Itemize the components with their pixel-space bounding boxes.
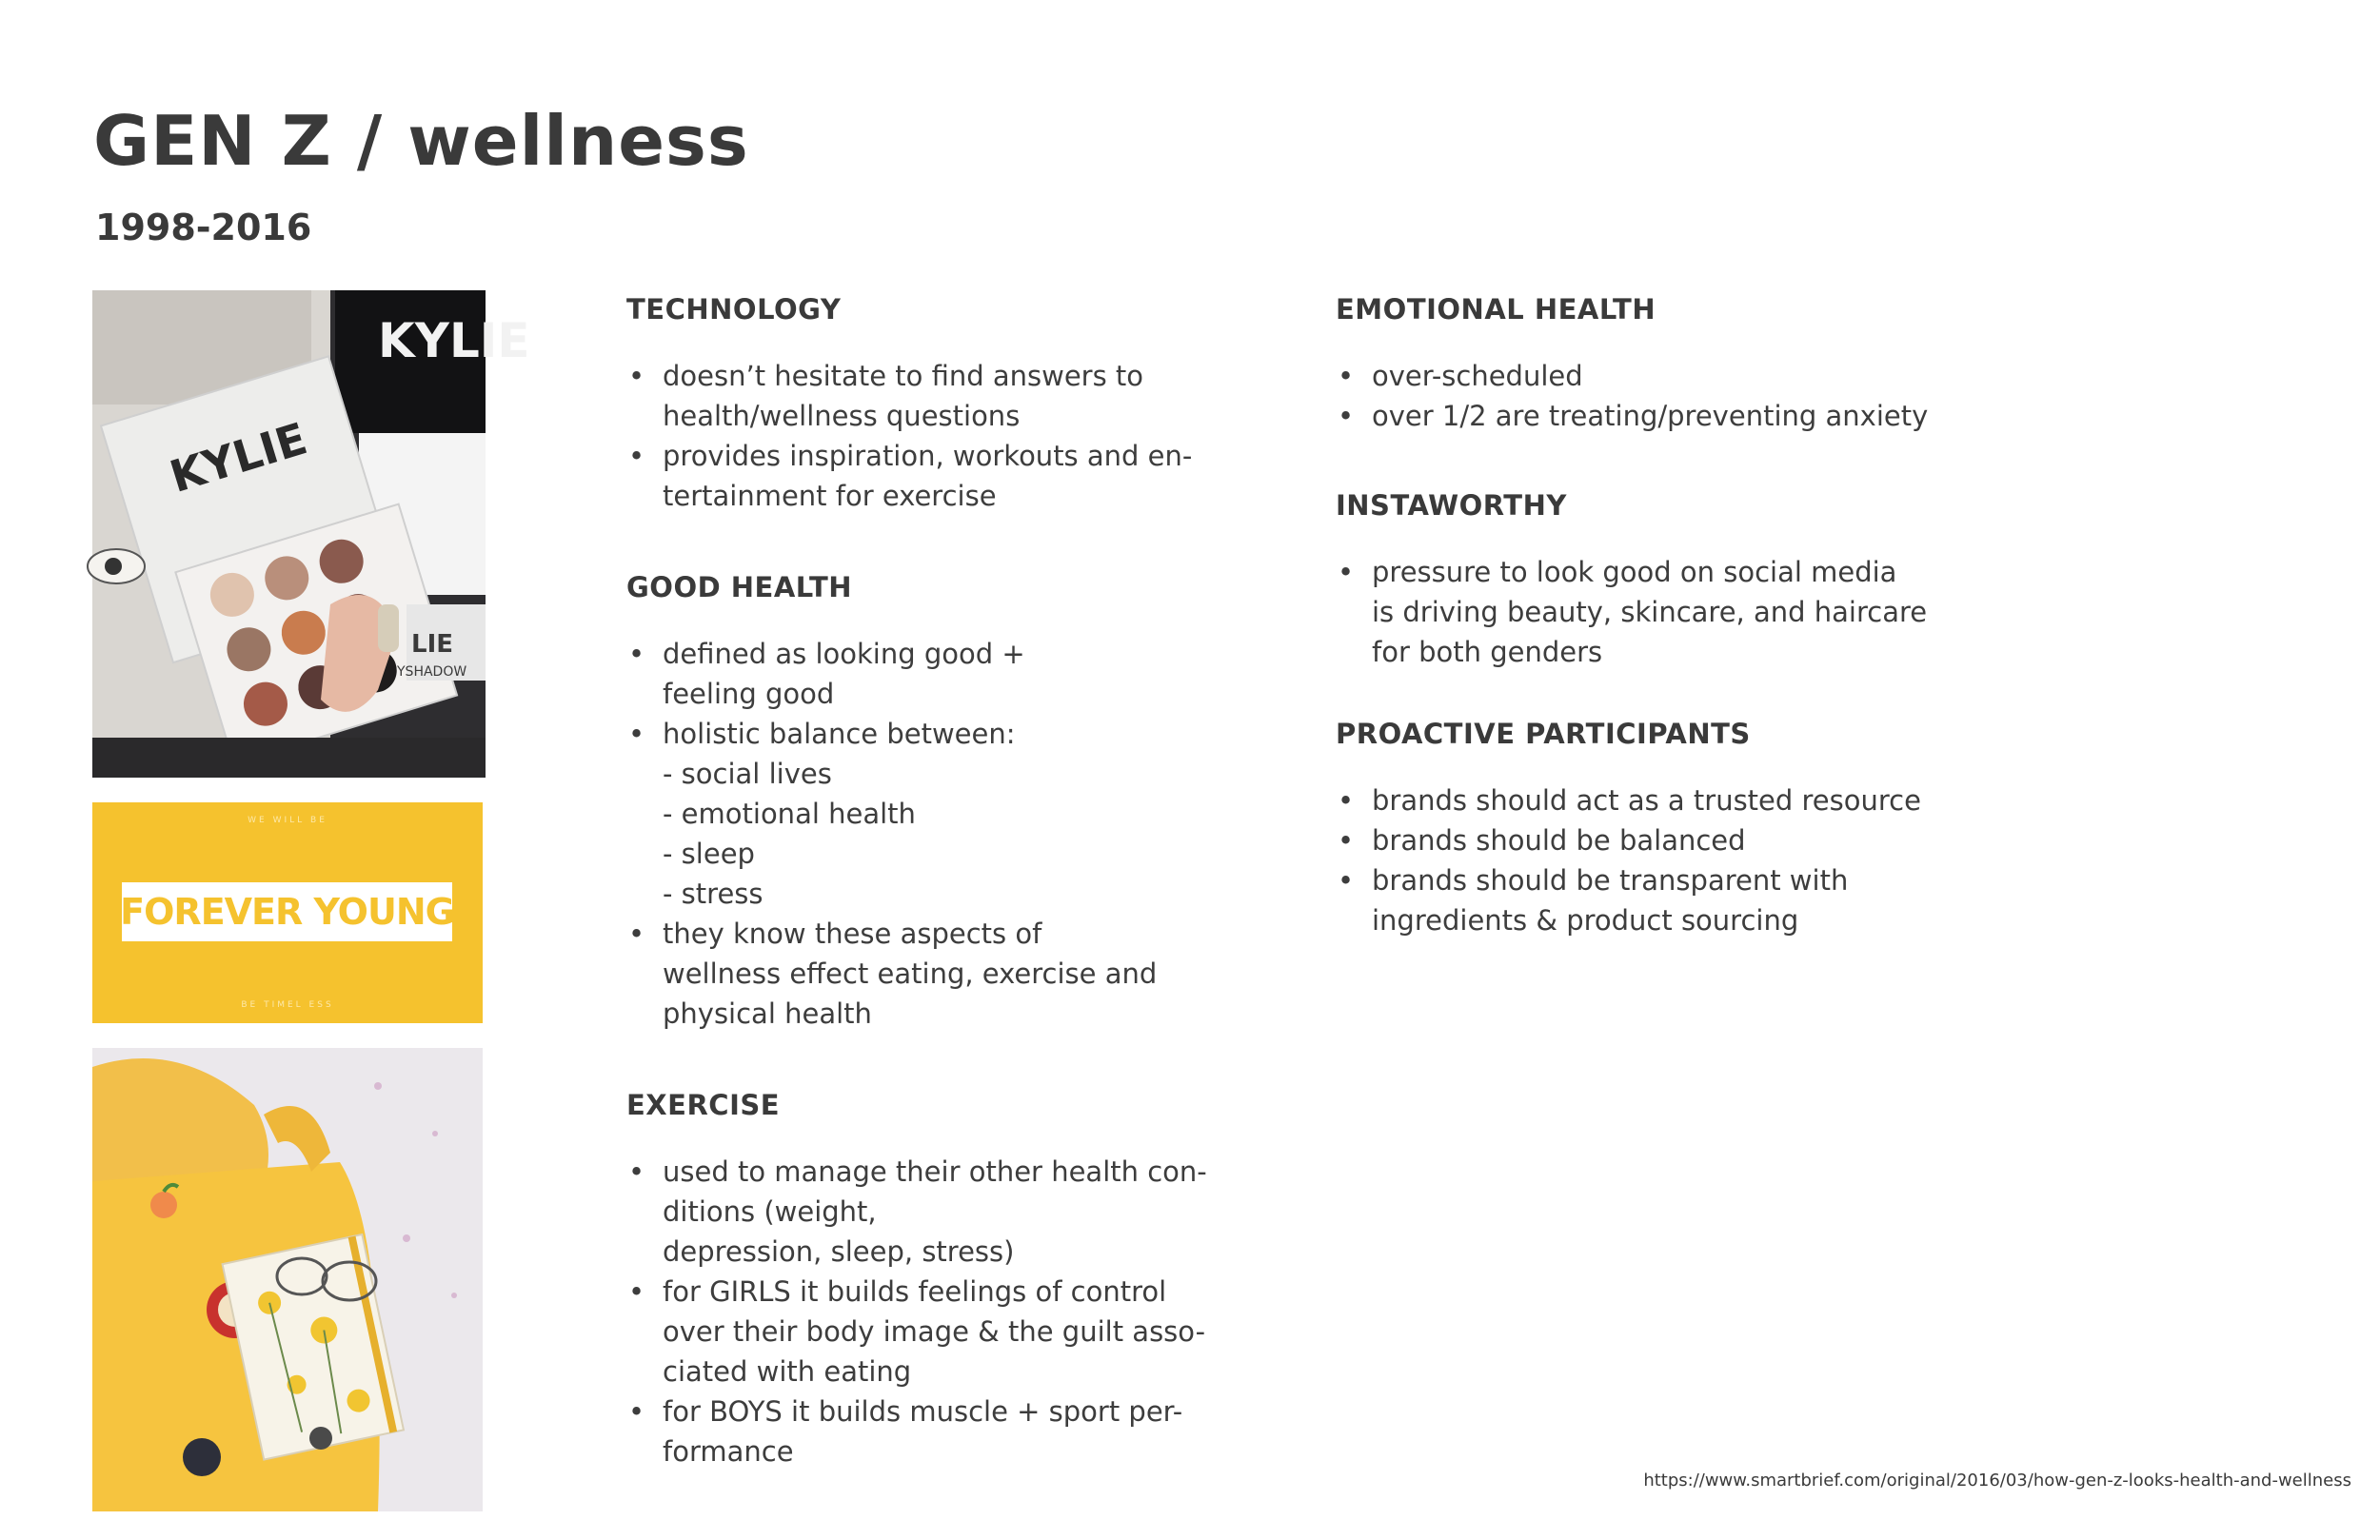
section-technology [626,293,1217,516]
kylie-palette-photo [92,290,530,778]
section-heading: EMOTIONAL HEALTH [1336,293,1656,326]
list-item: • provides inspiration, workouts and en- tertainment for exercise [626,436,1217,516]
section-emotional-health [1336,293,2002,436]
yellow-backpack-photo [92,1048,483,1511]
bullet-list [626,356,1217,516]
palette-brand-text: KYLIE [164,412,313,503]
list-subitem: - stress [663,878,764,910]
list-item: • over 1/2 are treating/preventing anxiety [1336,396,2002,436]
list-item: • for BOYS it builds muscle + sport per- formance [626,1392,1217,1471]
list-subitem: - sleep [663,838,755,870]
bullet-list [1336,780,2002,940]
list-item: • brands should be balanced [1336,820,2002,860]
list-item: • they know these aspects of wellness effect eating, exercise and physical health [626,914,1217,1034]
list-item: • defined as looking good + feeling good [626,634,1217,714]
section-heading: PROACTIVE PARTICIPANTS [1336,718,1751,750]
forever-young-graphic [92,802,483,1023]
page-subtitle: 1998-2016 [95,207,312,248]
bullet-list [626,634,1217,1034]
section-heading: INSTAWORTHY [1336,489,1567,522]
list-item: • for GIRLS it builds feelings of control over their body image & the guilt asso- ciated with eating [626,1272,1217,1392]
section-heading: TECHNOLOGY [626,293,842,326]
section-heading: GOOD HEALTH [626,571,853,603]
list-item: • holistic balance between: [626,714,1217,754]
eyeshadow-label-text: YSHADOW [397,664,467,680]
section-instaworthy [1336,489,2002,672]
kylie-palette-illustration [92,290,530,778]
list-subitem: - social lives [663,758,832,790]
section-heading: EXERCISE [626,1089,781,1121]
palette-label-text: LIE [411,630,454,659]
list-item: • over-scheduled [1336,356,2002,396]
box-brand-text: KYLIE [378,313,530,368]
forever-young-banner [122,882,452,941]
list-item: • doesn’t hesitate to find answers to health/wellness questions [626,356,1217,436]
forever-young-text: FOREVER YOUNG [120,891,454,933]
section-exercise [626,1089,1217,1471]
bullet-list [1336,552,2002,672]
forever-young-bottom-text: BE TIMEL ESS [241,1000,334,1010]
list-item: • brands should act as a trusted resource [1336,780,2002,820]
list-item: • brands should be transparent with ingredients & product sourcing [1336,860,2002,940]
section-proactive-participants [1336,718,2002,940]
bullet-list [626,1152,1217,1471]
page-title: GEN Z / wellness [93,101,749,181]
backpack-illustration [92,1048,483,1511]
forever-young-top-text: WE WILL BE [248,816,327,825]
list-item: • pressure to look good on social media is driving beauty, skincare, and haircare for both genders [1336,552,2002,672]
section-good-health [626,571,1217,1034]
bullet-list [1336,356,2002,436]
list-item: • used to manage their other health con- ditions (weight, depression, sleep, stress) [626,1152,1217,1272]
list-subitem: - emotional health [663,798,916,830]
source-url: https://www.smartbrief.com/original/2016/03/how-gen-z-looks-health-and-wellness [1643,1471,2351,1491]
